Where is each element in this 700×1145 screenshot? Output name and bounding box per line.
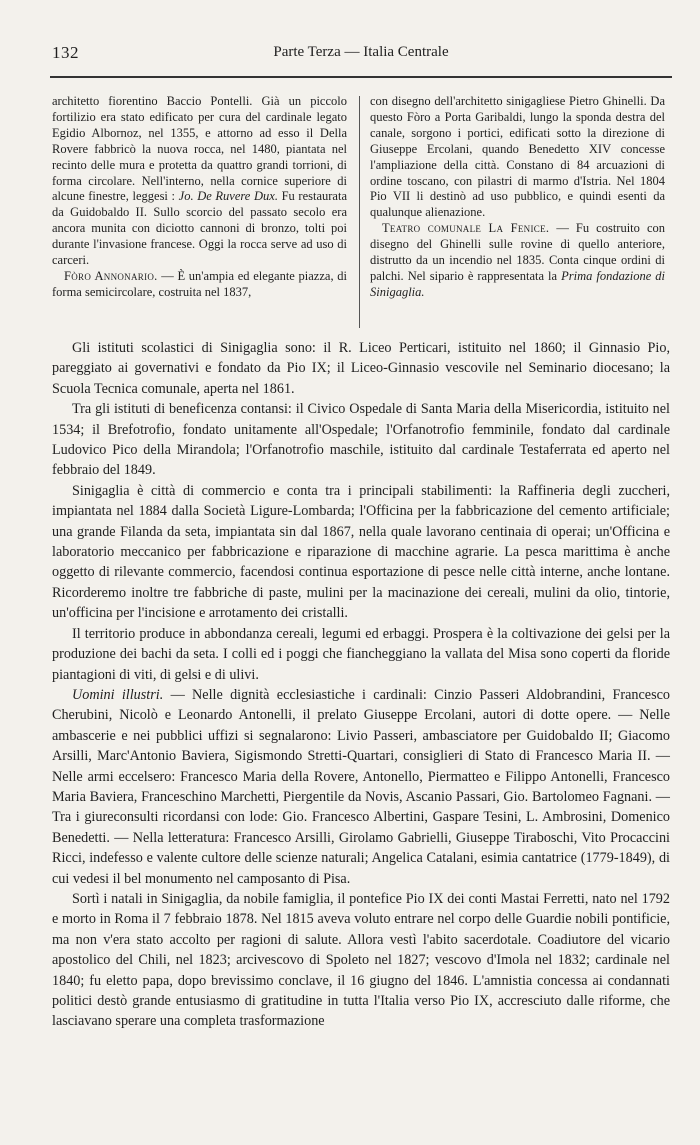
page-header bbox=[52, 40, 670, 64]
header-rule bbox=[50, 76, 672, 78]
section-head-uomini: Uomini illustri. bbox=[72, 686, 164, 703]
left-paragraph-1: architetto fiorentino Baccio Pontelli. Già un piccolo fortilizio era stato edificato per cura del cardinale legato Egidio Albornoz, nel 1355, e attorno ad esso il Della Rovere fabbricò la nuova rocca, nel 1480, piantata nel recinto delle mura e protetta da quattro grandi torrioni, di forma circolare. Nell'interno, nella cornice superiore di alcune finestre, leggesi : Jo. De Ruvere Dux. Fu restaurata da Guidobaldo II. Sullo scorcio del passato secolo era ancora munita con diciotto cannoni di bronzo, tolti poi durante l'invasione francese. Oggi la rocca serve ad uso di carceri. bbox=[52, 94, 348, 268]
main-text bbox=[52, 338, 670, 1032]
two-column-section bbox=[52, 94, 670, 326]
section-head-foro: Fòro Annonario. bbox=[64, 268, 158, 283]
left-column bbox=[52, 94, 347, 301]
paragraph-charity: Tra gli istituti di beneficenza contansi: il Civico Ospedale di Santa Maria della Misericordia, istituito nel 1534; il Brefotrofio, fondato unitamente all'Ospedale; l'Orfanotrofio femminile, fondato dal cardinale Ludovico Pico della Mirandola; l'Orfanotrofio maschile, istituito dal cardinale Testaferrata ed aperto nel febbraio del 1849. bbox=[52, 401, 670, 479]
page-number: 132 bbox=[52, 43, 79, 62]
left-paragraph-2: Fòro Annonario. — È un'ampia ed elegante piazza, di forma semicircolare, costruita nel 1837, bbox=[52, 268, 347, 299]
curtain-title: Prima fondazione di Sinigaglia. bbox=[370, 268, 665, 299]
paragraph-territory: Il territorio produce in abbondanza cereali, legumi ed erbaggi. Prospera è la coltivazione dei gelsi per la produzione dei bachi da seta. I colli ed i poggi che fiancheggiano la vallata del Misa sono coperti da floride piantagioni di viti, di gelsi e di ulivi. bbox=[52, 625, 670, 683]
inscription-text: Jo. De Ruvere Dux. bbox=[178, 189, 278, 204]
paragraph-schools: Gli istituti scolastici di Sinigaglia sono: il R. Liceo Perticari, istituito nel 1860; il Ginnasio Pio, pareggiato ai governativi e fondato da Pio IX; il Liceo-Ginnasio vescovile nel Seminario diocesano; la Scuola Tecnica comunale, aperta nel 1861. bbox=[52, 340, 670, 397]
paragraph-commerce: Sinigaglia è città di commercio e conta tra i principali stabilimenti: la Raffineria degli zuccheri, impiantata nel 1884 dalla Società Ligure-Lombarda; l'Officina per la fabbricazione del cemento artificiale; una grande Filanda da seta, impiantata sin dal 1867, nella quale lavorano centinaia di operai; un'Officina e laboratorio meccanico per fabbricazione e riparazione di macchine agrarie. La pesca marittima è anche oggetto di rilevante commercio, facendosi continua esportazione di pesce nelle città interne, anche lontane. Ricorderemo inoltre tre fabbriche di paste, mulini per la macinazione dei cereali, mulini da olio, tintorie, un'officina per l'incisione e arrotamento dei cristalli. bbox=[52, 482, 670, 622]
right-paragraph-1: con disegno dell'architetto sinigagliese Pietro Ghinelli. Da questo Fòro a Porta Garibaldi, lungo la sponda destra del canale, sorgono i portici, edificati sotto la direzione di Giuseppe Ercolani, quando Benedetto XIV concesse l'ampliazione della città. Constano di 84 arcuazioni di ordine toscano, con pilastri di marmo d'Istria. Nel 1804 Pio VII li destinò ad uso pubblico, e quindi esenti da qualunque alienazione. bbox=[370, 94, 665, 220]
paragraph-pio-ix: Sortì i natali in Sinigaglia, da nobile famiglia, il pontefice Pio IX dei conti Mastai Ferretti, nato nel 1792 e morto in Roma il 7 febbraio 1878. Nel 1815 aveva voluto entrare nel corpo delle Guardie nobili pontificie, ma non v'era stato accolto per ragioni di salute. Allora vestì l'abito sacerdotale. Coadiutore del vicario apostolico del Chili, nel 1823; arcivescovo di Spoleto nel 1827; vescovo d'Imola nel 1832; cardinale nel 1840; fu eletto papa, dopo brevissimo conclave, il 16 giugno del 1846. L'amnistia concessa ai condannati politici destò grande entusiasmo di gratitudine in tutta l'Italia verso Pio IX, accresciuto dalle riforme, che lasciavano sperare una completa trasformazione bbox=[52, 890, 670, 1030]
paragraph-illustrious-men: Uomini illustri. — Nelle dignità ecclesiastiche i cardinali: Cinzio Passeri Aldobrandini, Francesco Cherubini, Nicolò e Leonardo Antonelli, il prelato Giuseppe Ercolani, autori di dotte opere. — Nelle ambascerie e nei pubblici uffizi si segnalarono: Livio Passeri, ambasciatore per Guidobaldo II; Giacomo Arsilli, Marc'Antonio Baviera, Sigismondo Stretti-Quartari, consiglieri di Stato di Francesco Maria II. — Nelle armi eccelsero: Francesco Maria della Rovere, Antonello, Piermatteo e Filippo Antonelli, Francesco Maria Baviera, Franceschino Marchetti, Piergentile da Novis, Ascanio Passari, Gio. Bartolomeo Fagnani. — Tra i giureconsulti ricordansi con lode: Gio. Francesco Albertini, Gaspare Tesini, L. Ambrosini, Domenico Benedetti. — Nella letteratura: Francesco Arsilli, Girolamo Gabrielli, Giuseppe Tiraboschi, Vito Procaccini Ricci, indefesso e valente cultore delle scienze naturali; Angelica Catalani, esimia cantatrice (1779-1849), di cui vedesi il bel monumento nel camposanto di Pisa. bbox=[52, 686, 670, 887]
section-head-teatro: Teatro comunale La Fenice. bbox=[382, 221, 550, 236]
right-column bbox=[370, 94, 665, 301]
column-divider bbox=[359, 96, 360, 328]
right-paragraph-2: Teatro comunale La Fenice. — Fu costruito con disegno del Ghinelli sulle rovine di quello anteriore, distrutto da un incendio nel 1835. Conta cinque ordini di palchi. Nel sipario è rappresentata la Prima fondazione di Sinigaglia. bbox=[370, 221, 665, 299]
running-head: Parte Terza — Italia Centrale bbox=[273, 44, 449, 60]
